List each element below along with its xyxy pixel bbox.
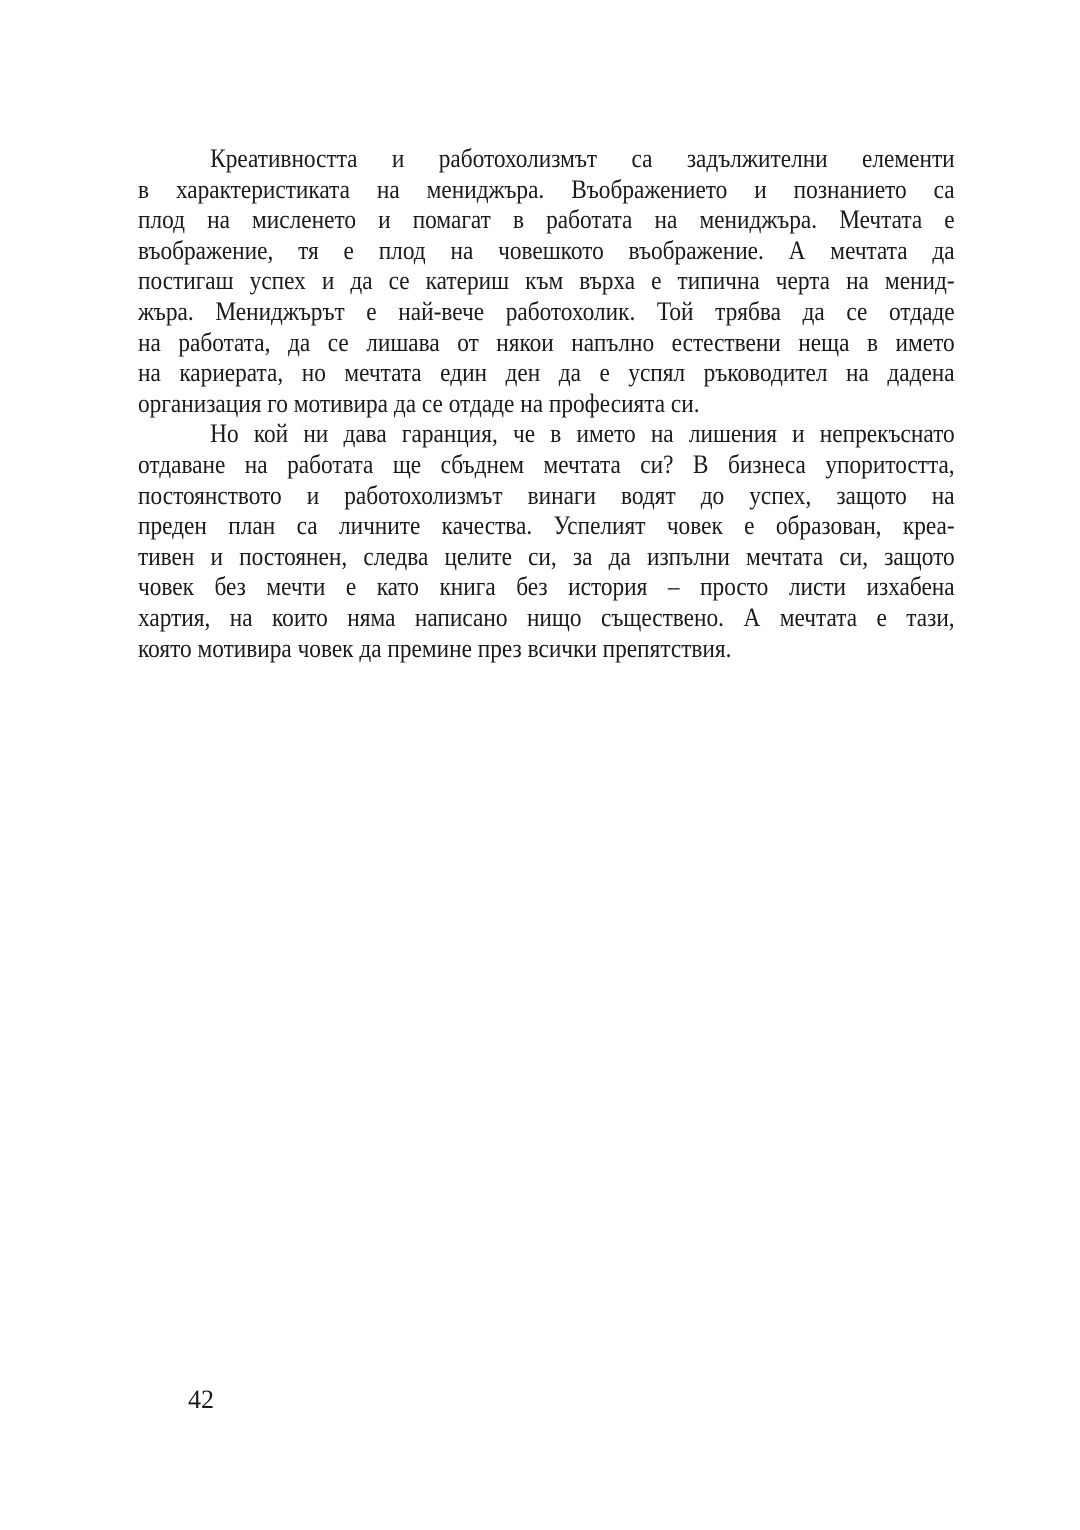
text-line: отдаване на работата ще сбъднем мечтата си? В бизнеса упоритостта,	[138, 448, 955, 479]
text-line: плод на мисленето и помагат в работата на мениджъра. Мечтата е	[138, 204, 955, 235]
text-line: Но кой ни дава гаранция, че в името на лишения и непрекъснато	[210, 418, 955, 449]
text-line: преден план са личните качества. Успелият човек е образован, креа-	[138, 510, 955, 541]
text-line: човек без мечти е като книга без история – просто листи изхабена	[138, 571, 955, 602]
text-line: постигаш успех и да се катериш към върха е типична черта на менид-	[138, 265, 955, 296]
text-line: организация го мотивира да се отдаде на професията си.	[138, 387, 700, 418]
text-line: на кариерата, но мечтата един ден да е успял ръководител на дадена	[138, 357, 955, 388]
text-line: тивен и постоянен, следва целите си, за да изпълни мечтата си, защото	[138, 540, 955, 571]
text-line: въображение, тя е плод на човешкото въображение. А мечтата да	[138, 234, 955, 265]
text-line: Креативността и работохолизмът са задължителни елементи	[210, 143, 955, 173]
text-line: която мотивира човек да премине през всички препятствия.	[138, 632, 732, 663]
text-line: на работата, да се лишава от някои напълно естествени неща в името	[138, 326, 955, 357]
page-number: 42	[188, 1385, 214, 1414]
text-line: постоянството и работохолизмът винаги водят до успех, защото на	[138, 479, 955, 510]
paragraph-1	[138, 143, 955, 418]
text-line: хартия, на които няма написано нищо съществено. А мечтата е тази,	[138, 601, 955, 632]
text-line: в характеристиката на мениджъра. Въображението и познанието са	[138, 173, 955, 204]
body-text	[138, 143, 955, 663]
text-line: жъра. Мениджърът е най-вече работохолик. Той трябва да се отдаде	[138, 295, 955, 326]
paragraph-2	[138, 418, 955, 663]
